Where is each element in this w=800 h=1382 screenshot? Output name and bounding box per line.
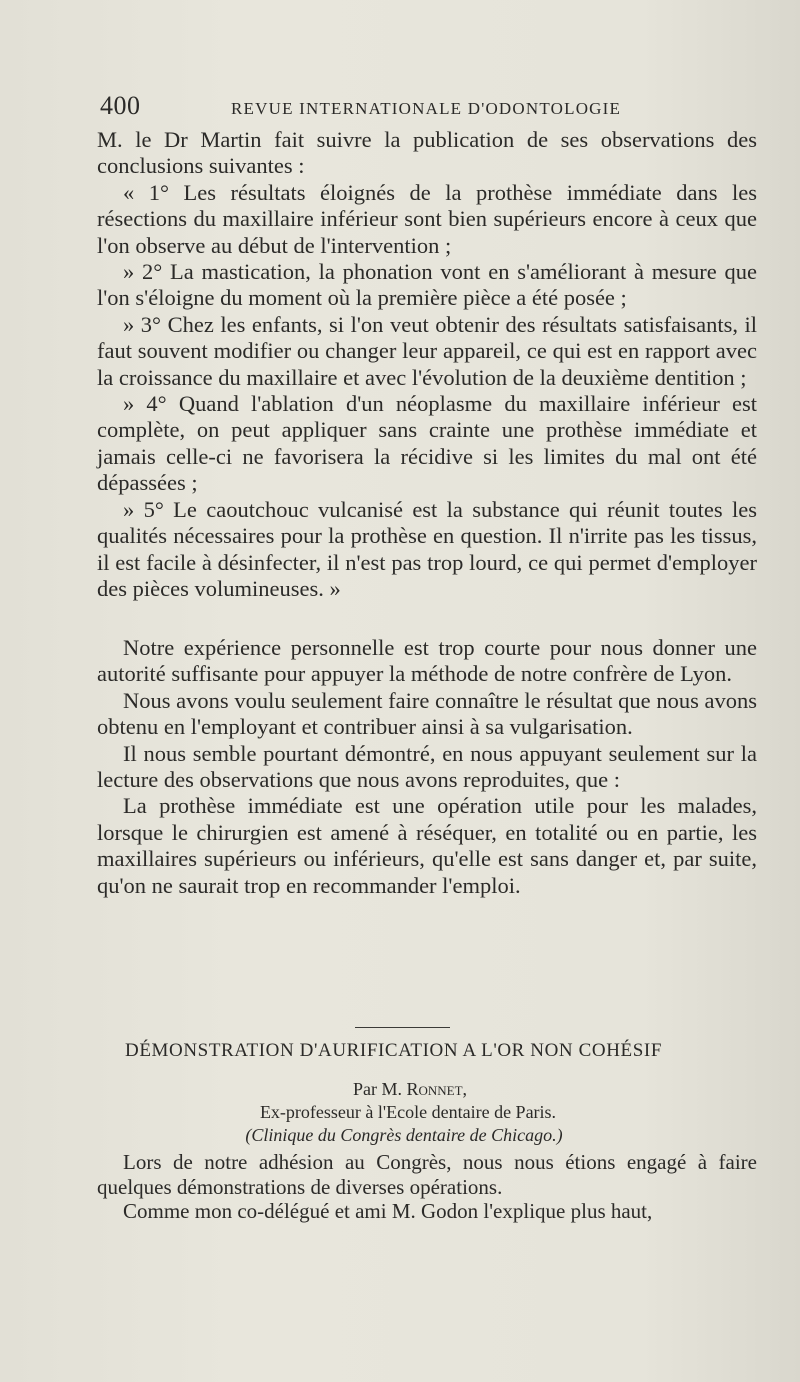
page-header bbox=[100, 91, 740, 125]
commentary-paragraph: Notre expérience personnelle est trop courte pour nous donner une autorité suffisante pour appuyer la méthode de notre confrère de Lyon. bbox=[97, 635, 757, 687]
commentary-paragraph: La prothèse immédiate est une opération utile pour les malades, lorsque le chirurgien est amené à réséquer, en totalité ou en partie, les maxillaires supérieurs ou inférieurs, qu'elle est sans danger et, par suite, qu'on ne saurait trop en recommander l'emploi. bbox=[97, 793, 757, 898]
author-affiliation: Ex-professeur à l'Ecole dentaire de Paris. bbox=[259, 1102, 557, 1122]
conclusion-1: « 1° Les résultats éloignés de la prothèse immédiate dans les résections du maxillaire inférieur sont bien supérieurs encore à ceux que l'on observe au début de l'intervention ; bbox=[97, 179, 757, 258]
conclusion-3: » 3° Chez les enfants, si l'on veut obtenir des résultats satisfaisants, il faut souvent modifier ou changer leur appareil, ce qui est en rapport avec la croissance du maxillaire et avec l'évolution de la deuxième dentition ; bbox=[97, 311, 757, 390]
section-divider bbox=[355, 1027, 450, 1028]
intro-paragraph: M. le Dr Martin fait suivre la publication de ses observations des conclusions suivantes : bbox=[97, 127, 757, 179]
conclusions-section bbox=[97, 127, 757, 602]
author-line bbox=[10, 1078, 800, 1101]
running-title: REVUE INTERNATIONALE D'ODONTOLOGIE bbox=[231, 99, 622, 118]
author-commentary bbox=[97, 635, 757, 899]
conclusion-4: » 4° Quand l'ablation d'un néoplasme du maxillaire inférieur est complète, on peut appliquer sans crainte une prothèse immédiate et jamais celle-ci ne favorisera la récidive si les limites du mal ont été dépassées ; bbox=[97, 391, 757, 496]
article-byline bbox=[0, 1078, 800, 1147]
conclusion-5: » 5° Le caoutchouc vulcanisé est la substance qui réunit toutes les qualités nécessaires pour la prothèse en question. Il n'irrite pas les tissus, il est facile à désinfecter, il n'est pas trop lourd, ce qui permet d'employer des pièces volumineuses. » bbox=[97, 496, 757, 601]
by-prefix: Par M. bbox=[352, 1079, 407, 1099]
commentary-paragraph: Nous avons voulu seulement faire connaître le résultat que nous avons obtenu en l'employant et contribuer ainsi à sa vulgarisation. bbox=[97, 687, 757, 740]
body-paragraph: Lors de notre adhésion au Congrès, nous nous étions engagé à faire quelques démonstrations de diverses opérations. bbox=[97, 1150, 757, 1199]
conclusion-2: » 2° La mastication, la phonation vont en s'améliorant à mesure que l'on s'éloigne du moment où la première pièce a été posée ; bbox=[97, 259, 757, 311]
article-title: DÉMONSTRATION D'AURIFICATION A L'OR NON COHÉSIF bbox=[125, 1040, 662, 1061]
page-number: 400 bbox=[100, 91, 141, 120]
body-paragraph: Comme mon co-délégué et ami M. Godon l'explique plus haut, bbox=[123, 1199, 653, 1223]
author-name: Ronnet, bbox=[406, 1079, 468, 1099]
commentary-paragraph: Il nous semble pourtant démontré, en nous appuyant seulement sur la lecture des observations que nous avons reproduites, que : bbox=[97, 740, 757, 793]
article-source: (Clinique du Congrès dentaire de Chicago.) bbox=[245, 1125, 563, 1145]
article-body bbox=[97, 1150, 757, 1224]
